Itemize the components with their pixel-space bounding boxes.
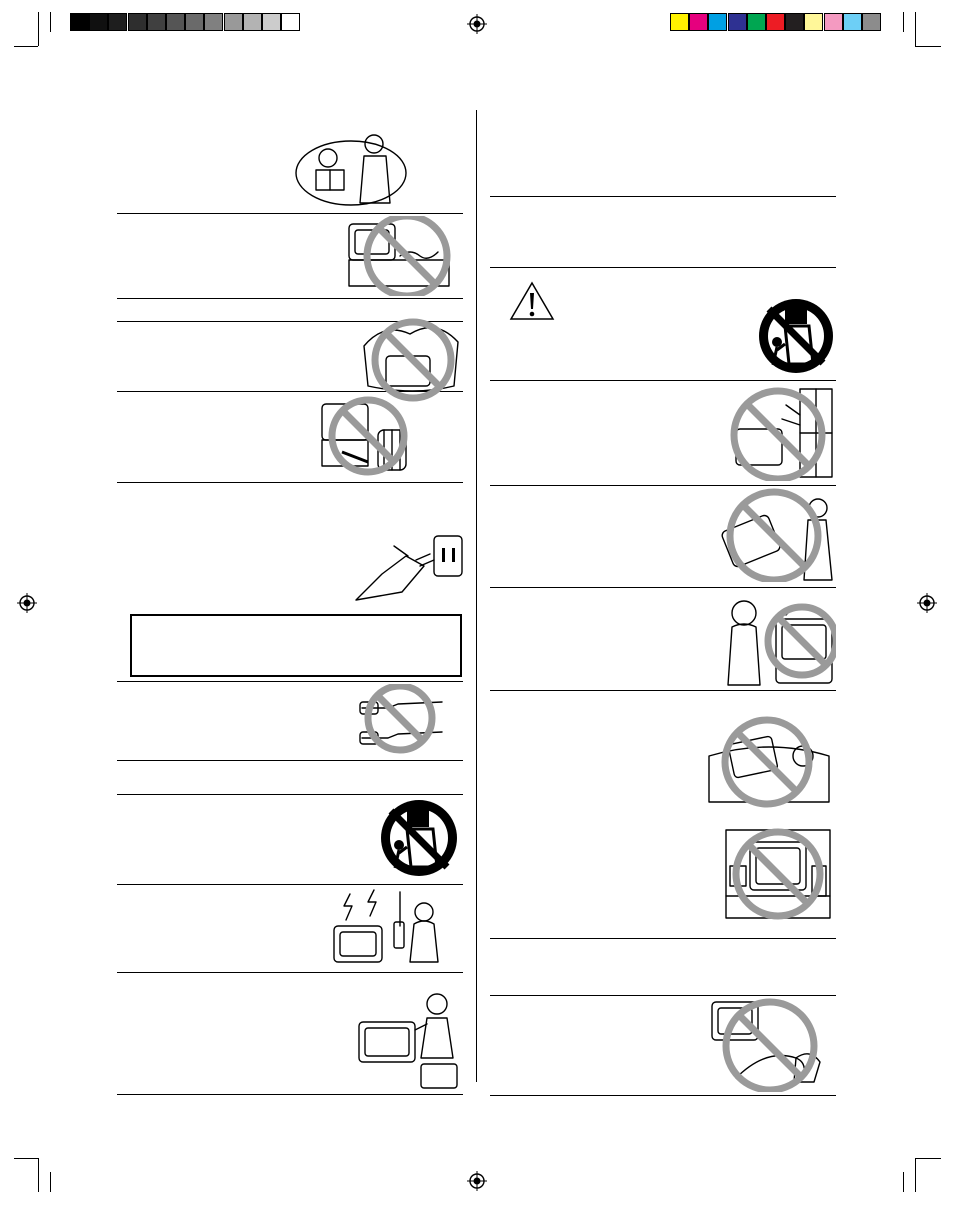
color-swatch [185,13,204,31]
color-swatch [804,13,823,31]
no-objects-on-top-illustration [726,591,836,687]
section-rule [490,1095,836,1096]
color-swatch [224,13,243,31]
color-swatch [128,13,147,31]
color-swatch [262,13,281,31]
color-swatch [689,13,708,31]
lightning-antenna-illustration [330,886,448,968]
section-rule [490,938,836,939]
no-cart-tipover-illustration [377,797,461,879]
polarized-plug-illustration [346,532,466,606]
section-rule [490,267,836,268]
no-cover-ventilation-illustration [358,316,464,402]
color-swatch [281,13,300,31]
column-divider [476,110,477,1082]
section-rule [117,884,463,885]
service-technician-illustration [355,990,461,1090]
section-rule [490,485,836,486]
section-rule [117,298,463,299]
color-swatch [243,13,262,31]
color-swatch [70,13,89,31]
section-rule [117,1094,463,1095]
crop-mark [38,1158,39,1192]
section-rule [117,681,463,682]
registration-target-icon [17,593,37,613]
color-swatch [862,13,881,31]
color-swatch [766,13,785,31]
no-damaged-cord-illustration [358,684,446,756]
color-swatch [843,13,862,31]
crop-mark [14,1158,38,1159]
registration-target-icon [467,1171,487,1191]
color-swatch [824,13,843,31]
section-rule [117,972,463,973]
notice-box [130,614,462,677]
color-swatch [108,13,127,31]
section-rule [490,995,836,996]
section-rule [490,196,836,197]
no-sunlight-illustration [726,385,836,481]
color-swatch [166,13,185,31]
crop-mark [915,12,916,46]
color-swatch [147,13,166,31]
no-cart-tipover-illustration [755,296,837,376]
crop-mark [14,46,38,47]
no-soft-surface-illustration [703,716,833,808]
crop-mark [915,1158,916,1192]
color-swatch [728,13,747,31]
color-swatch [747,13,766,31]
registration-target-icon [917,593,937,613]
crop-mark [915,46,941,47]
section-rule [117,482,463,483]
crop-mark [50,12,51,32]
crop-mark [915,1158,941,1159]
section-rule [117,794,463,795]
no-enclosed-cabinet-illustration [722,826,834,922]
no-heat-source-illustration [320,396,410,478]
crop-mark [903,1172,904,1192]
no-liquid-spill-illustration [345,216,453,296]
section-rule [490,380,836,381]
color-swatch [670,13,689,31]
crop-mark [50,1172,51,1192]
section-rule [117,760,463,761]
no-dropping-illustration [714,488,834,582]
section-rule [490,587,836,588]
warning-triangle-icon [509,281,555,321]
color-swatch [204,13,223,31]
crop-mark [38,12,39,46]
color-swatch [89,13,108,31]
registration-target-icon [467,14,487,34]
section-rule [490,690,836,691]
reading-manual-illustration [294,128,409,210]
crop-mark [903,12,904,32]
section-rule [117,213,463,214]
no-moisture-near-water-illustration [706,998,832,1092]
color-swatch [708,13,727,31]
color-swatch [785,13,804,31]
